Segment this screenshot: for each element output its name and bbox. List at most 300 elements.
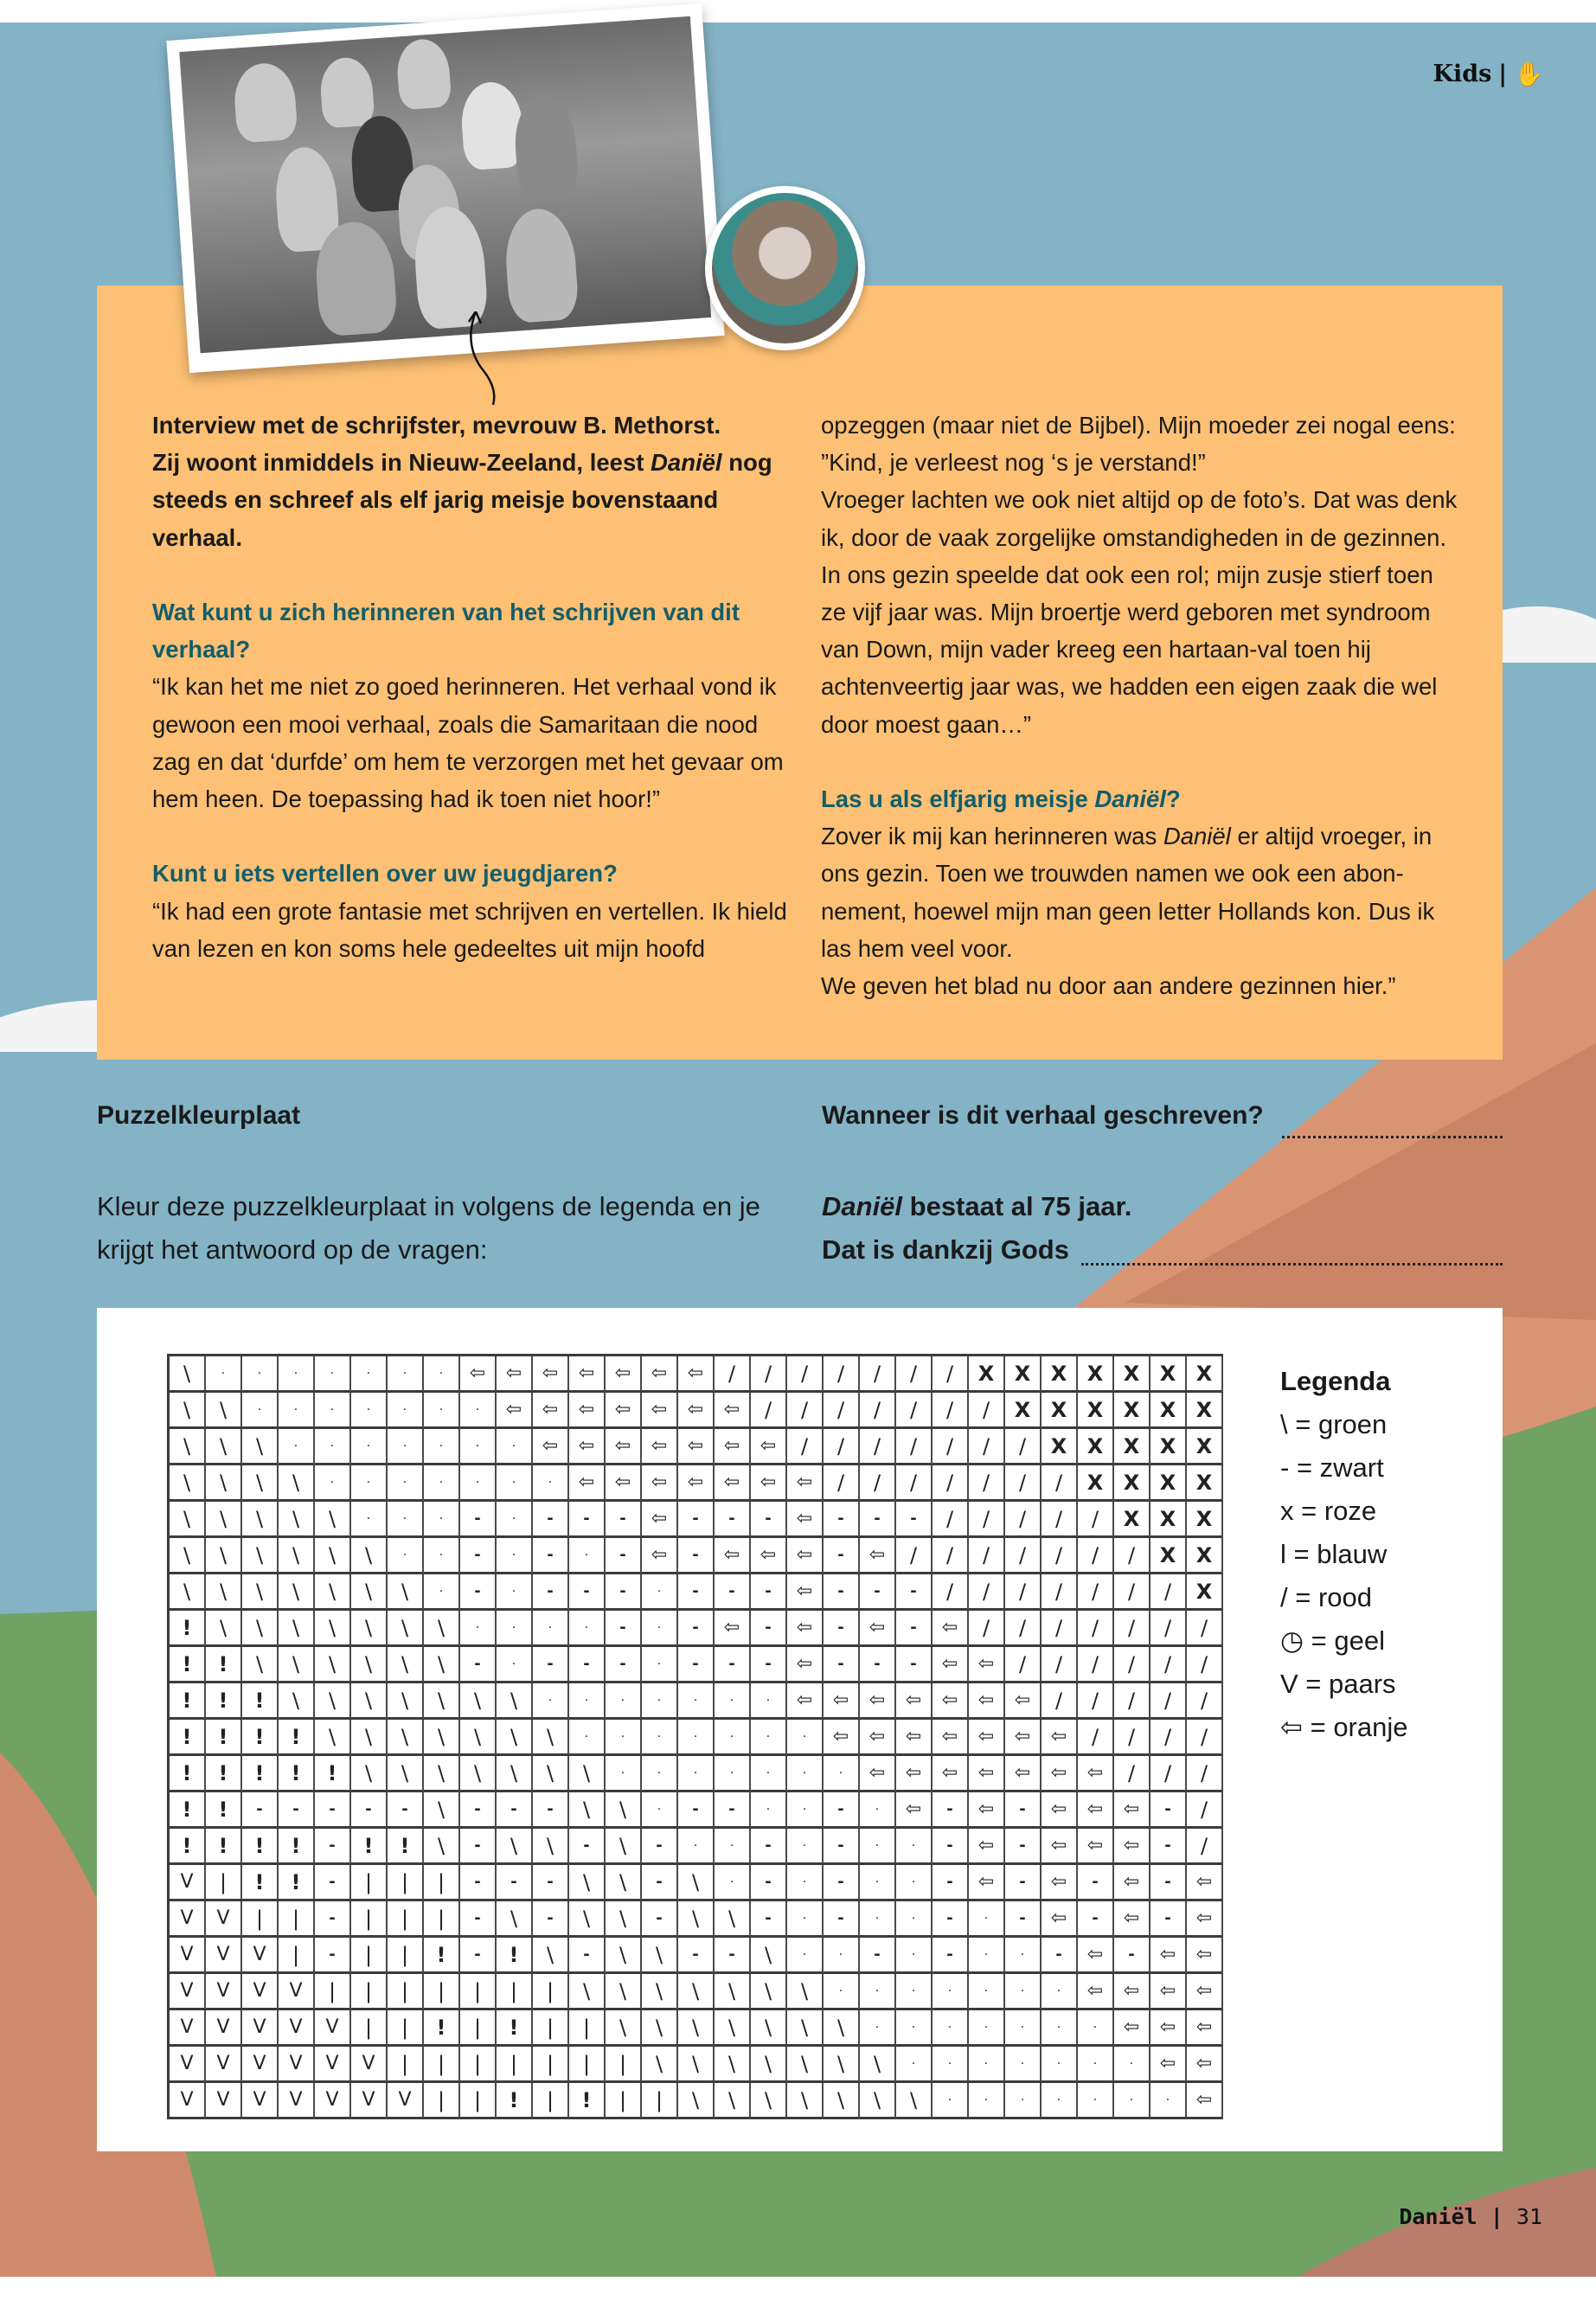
grid-cell-backslash[interactable]: \ bbox=[351, 1720, 388, 1756]
grid-cell-arrow[interactable]: ⇦ bbox=[860, 1720, 896, 1756]
grid-cell-dot[interactable]: · bbox=[896, 1829, 933, 1865]
grid-cell-dash[interactable]: - bbox=[315, 1938, 351, 1974]
grid-cell-slash[interactable]: / bbox=[969, 1502, 1005, 1538]
grid-cell-dot[interactable]: · bbox=[751, 1756, 787, 1792]
grid-cell-clock[interactable]: ! bbox=[242, 1865, 279, 1901]
grid-cell-bar[interactable]: | bbox=[388, 1865, 424, 1901]
grid-cell-slash[interactable]: / bbox=[1114, 1611, 1151, 1647]
grid-cell-v[interactable]: V bbox=[315, 2010, 351, 2047]
grid-cell-dot[interactable]: · bbox=[860, 1901, 896, 1938]
grid-cell-bar[interactable]: | bbox=[569, 2010, 606, 2047]
grid-cell-dot[interactable]: · bbox=[715, 1756, 751, 1792]
grid-cell-arrow[interactable]: ⇦ bbox=[933, 1611, 969, 1647]
grid-cell-slash[interactable]: / bbox=[1042, 1647, 1078, 1683]
grid-cell-x[interactable]: X bbox=[1151, 1465, 1187, 1502]
grid-cell-dash[interactable]: - bbox=[569, 1647, 606, 1683]
grid-cell-clock[interactable]: ! bbox=[279, 1756, 315, 1792]
grid-cell-dash[interactable]: - bbox=[606, 1502, 642, 1538]
grid-cell-clock[interactable]: ! bbox=[206, 1792, 242, 1829]
grid-cell-dot[interactable]: · bbox=[860, 1865, 896, 1901]
grid-cell-backslash[interactable]: \ bbox=[715, 2047, 751, 2083]
grid-cell-dash[interactable]: - bbox=[388, 1792, 424, 1829]
grid-cell-dash[interactable]: - bbox=[824, 1502, 860, 1538]
grid-cell-backslash[interactable]: \ bbox=[678, 1974, 715, 2010]
grid-cell-bar[interactable]: | bbox=[497, 1974, 533, 2010]
grid-cell-dash[interactable]: - bbox=[1042, 1938, 1078, 1974]
grid-cell-dot[interactable]: · bbox=[751, 1683, 787, 1720]
grid-cell-dot[interactable]: · bbox=[678, 1756, 715, 1792]
grid-cell-clock[interactable]: ! bbox=[170, 1792, 206, 1829]
grid-cell-dash[interactable]: - bbox=[896, 1574, 933, 1611]
grid-cell-slash[interactable]: / bbox=[860, 1393, 896, 1429]
grid-cell-slash[interactable]: / bbox=[1151, 1574, 1187, 1611]
grid-cell-backslash[interactable]: \ bbox=[170, 1538, 206, 1574]
grid-cell-dash[interactable]: - bbox=[678, 1792, 715, 1829]
grid-cell-arrow[interactable]: ⇦ bbox=[1187, 2083, 1223, 2119]
grid-cell-dash[interactable]: - bbox=[315, 1792, 351, 1829]
grid-cell-backslash[interactable]: \ bbox=[751, 1938, 787, 1974]
grid-cell-dash[interactable]: - bbox=[1114, 1938, 1151, 1974]
grid-cell-arrow[interactable]: ⇦ bbox=[569, 1393, 606, 1429]
grid-cell-arrow[interactable]: ⇦ bbox=[533, 1356, 569, 1393]
grid-cell-bar[interactable]: | bbox=[533, 2010, 569, 2047]
grid-cell-dot[interactable]: · bbox=[933, 2083, 969, 2119]
grid-cell-clock[interactable]: ! bbox=[206, 1756, 242, 1792]
grid-cell-dash[interactable]: - bbox=[824, 1647, 860, 1683]
grid-cell-clock[interactable]: ! bbox=[424, 2010, 460, 2047]
grid-cell-dash[interactable]: - bbox=[824, 1611, 860, 1647]
grid-cell-arrow[interactable]: ⇦ bbox=[860, 1611, 896, 1647]
grid-cell-backslash[interactable]: \ bbox=[824, 2010, 860, 2047]
grid-cell-dot[interactable]: · bbox=[569, 1611, 606, 1647]
grid-cell-x[interactable]: X bbox=[1114, 1393, 1151, 1429]
grid-cell-clock[interactable]: ! bbox=[279, 1720, 315, 1756]
grid-cell-dot[interactable]: · bbox=[1078, 2083, 1114, 2119]
grid-cell-backslash[interactable]: \ bbox=[424, 1611, 460, 1647]
grid-cell-backslash[interactable]: \ bbox=[351, 1538, 388, 1574]
grid-cell-backslash[interactable]: \ bbox=[206, 1393, 242, 1429]
grid-cell-v[interactable]: V bbox=[279, 2047, 315, 2083]
grid-cell-dash[interactable]: - bbox=[242, 1792, 279, 1829]
grid-cell-clock[interactable]: ! bbox=[242, 1683, 279, 1720]
grid-cell-slash[interactable]: / bbox=[896, 1393, 933, 1429]
grid-cell-dot[interactable]: · bbox=[315, 1429, 351, 1465]
grid-cell-arrow[interactable]: ⇦ bbox=[787, 1683, 824, 1720]
grid-cell-dash[interactable]: - bbox=[351, 1792, 388, 1829]
grid-cell-backslash[interactable]: \ bbox=[606, 1829, 642, 1865]
grid-cell-clock[interactable]: ! bbox=[170, 1611, 206, 1647]
grid-cell-clock[interactable]: ! bbox=[206, 1683, 242, 1720]
grid-cell-dot[interactable]: · bbox=[315, 1356, 351, 1393]
grid-cell-slash[interactable]: / bbox=[1042, 1502, 1078, 1538]
grid-cell-arrow[interactable]: ⇦ bbox=[1042, 1720, 1078, 1756]
grid-cell-arrow[interactable]: ⇦ bbox=[1042, 1901, 1078, 1938]
grid-cell-arrow[interactable]: ⇦ bbox=[1042, 1865, 1078, 1901]
grid-cell-dot[interactable]: · bbox=[351, 1393, 388, 1429]
grid-cell-slash[interactable]: / bbox=[896, 1429, 933, 1465]
grid-cell-bar[interactable]: | bbox=[388, 1901, 424, 1938]
grid-cell-x[interactable]: X bbox=[1042, 1393, 1078, 1429]
grid-cell-arrow[interactable]: ⇦ bbox=[533, 1429, 569, 1465]
grid-cell-clock[interactable]: ! bbox=[170, 1683, 206, 1720]
grid-cell-backslash[interactable]: \ bbox=[533, 1938, 569, 1974]
grid-cell-slash[interactable]: / bbox=[933, 1393, 969, 1429]
grid-cell-arrow[interactable]: ⇦ bbox=[787, 1611, 824, 1647]
grid-cell-slash[interactable]: / bbox=[1042, 1683, 1078, 1720]
grid-cell-x[interactable]: X bbox=[1151, 1502, 1187, 1538]
grid-cell-dot[interactable]: · bbox=[279, 1429, 315, 1465]
grid-cell-backslash[interactable]: \ bbox=[606, 1901, 642, 1938]
grid-cell-dot[interactable]: · bbox=[1114, 2083, 1151, 2119]
grid-cell-dash[interactable]: - bbox=[896, 1647, 933, 1683]
grid-cell-slash[interactable]: / bbox=[1078, 1502, 1114, 1538]
grid-cell-slash[interactable]: / bbox=[1114, 1647, 1151, 1683]
grid-cell-arrow[interactable]: ⇦ bbox=[642, 1429, 678, 1465]
grid-cell-slash[interactable]: / bbox=[1151, 1683, 1187, 1720]
grid-cell-dot[interactable]: · bbox=[642, 1574, 678, 1611]
grid-cell-arrow[interactable]: ⇦ bbox=[1005, 1720, 1042, 1756]
grid-cell-slash[interactable]: / bbox=[1187, 1829, 1223, 1865]
grid-cell-dash[interactable]: - bbox=[1005, 1792, 1042, 1829]
grid-cell-backslash[interactable]: \ bbox=[642, 2047, 678, 2083]
grid-cell-clock[interactable]: ! bbox=[206, 1647, 242, 1683]
grid-cell-dot[interactable]: · bbox=[933, 1974, 969, 2010]
grid-cell-slash[interactable]: / bbox=[824, 1393, 860, 1429]
grid-cell-x[interactable]: X bbox=[1187, 1393, 1223, 1429]
grid-cell-arrow[interactable]: ⇦ bbox=[606, 1429, 642, 1465]
grid-cell-backslash[interactable]: \ bbox=[242, 1611, 279, 1647]
grid-cell-dot[interactable]: · bbox=[424, 1574, 460, 1611]
grid-cell-dash[interactable]: - bbox=[751, 1574, 787, 1611]
grid-cell-backslash[interactable]: \ bbox=[424, 1683, 460, 1720]
grid-cell-dash[interactable]: - bbox=[642, 1865, 678, 1901]
grid-cell-dash[interactable]: - bbox=[860, 1647, 896, 1683]
grid-cell-x[interactable]: X bbox=[1151, 1538, 1187, 1574]
grid-cell-backslash[interactable]: \ bbox=[170, 1356, 206, 1393]
grid-cell-backslash[interactable]: \ bbox=[242, 1429, 279, 1465]
grid-cell-arrow[interactable]: ⇦ bbox=[569, 1465, 606, 1502]
grid-cell-backslash[interactable]: \ bbox=[170, 1465, 206, 1502]
grid-cell-backslash[interactable]: \ bbox=[678, 2047, 715, 2083]
grid-cell-dash[interactable]: - bbox=[315, 1829, 351, 1865]
grid-cell-v[interactable]: V bbox=[206, 2047, 242, 2083]
grid-cell-dot[interactable]: · bbox=[751, 1792, 787, 1829]
grid-cell-clock[interactable]: ! bbox=[497, 2010, 533, 2047]
grid-cell-dash[interactable]: - bbox=[533, 1538, 569, 1574]
grid-cell-dash[interactable]: - bbox=[933, 1865, 969, 1901]
grid-cell-bar[interactable]: | bbox=[388, 1938, 424, 1974]
grid-cell-slash[interactable]: / bbox=[969, 1465, 1005, 1502]
grid-cell-clock[interactable]: ! bbox=[242, 1720, 279, 1756]
grid-cell-backslash[interactable]: \ bbox=[460, 1756, 497, 1792]
grid-cell-backslash[interactable]: \ bbox=[170, 1393, 206, 1429]
grid-cell-dash[interactable]: - bbox=[533, 1792, 569, 1829]
grid-cell-arrow[interactable]: ⇦ bbox=[787, 1465, 824, 1502]
grid-cell-backslash[interactable]: \ bbox=[751, 1974, 787, 2010]
grid-cell-bar[interactable]: | bbox=[424, 1974, 460, 2010]
grid-cell-bar[interactable]: | bbox=[315, 1974, 351, 2010]
grid-cell-dash[interactable]: - bbox=[1151, 1901, 1187, 1938]
grid-cell-v[interactable]: V bbox=[242, 1974, 279, 2010]
grid-cell-clock[interactable]: ! bbox=[388, 1829, 424, 1865]
grid-cell-dash[interactable]: - bbox=[751, 1611, 787, 1647]
grid-cell-dot[interactable]: · bbox=[860, 2010, 896, 2047]
grid-cell-backslash[interactable]: \ bbox=[715, 1901, 751, 1938]
grid-cell-dash[interactable]: - bbox=[824, 1792, 860, 1829]
grid-cell-backslash[interactable]: \ bbox=[606, 2010, 642, 2047]
grid-cell-dash[interactable]: - bbox=[1151, 1792, 1187, 1829]
grid-cell-slash[interactable]: / bbox=[824, 1465, 860, 1502]
grid-cell-x[interactable]: X bbox=[1187, 1465, 1223, 1502]
grid-cell-arrow[interactable]: ⇦ bbox=[824, 1683, 860, 1720]
grid-cell-dash[interactable]: - bbox=[1005, 1865, 1042, 1901]
grid-cell-dot[interactable]: · bbox=[751, 1720, 787, 1756]
grid-cell-slash[interactable]: / bbox=[969, 1611, 1005, 1647]
grid-cell-clock[interactable]: ! bbox=[497, 1938, 533, 1974]
grid-cell-dot[interactable]: · bbox=[642, 1720, 678, 1756]
grid-cell-backslash[interactable]: \ bbox=[242, 1465, 279, 1502]
grid-cell-arrow[interactable]: ⇦ bbox=[715, 1611, 751, 1647]
grid-cell-dot[interactable]: · bbox=[824, 1974, 860, 2010]
grid-cell-dot[interactable]: · bbox=[969, 1901, 1005, 1938]
grid-cell-dash[interactable]: - bbox=[860, 1574, 896, 1611]
grid-cell-slash[interactable]: / bbox=[787, 1429, 824, 1465]
grid-cell-slash[interactable]: / bbox=[933, 1465, 969, 1502]
grid-cell-slash[interactable]: / bbox=[969, 1429, 1005, 1465]
grid-cell-backslash[interactable]: \ bbox=[606, 1974, 642, 2010]
grid-cell-arrow[interactable]: ⇦ bbox=[751, 1465, 787, 1502]
grid-cell-dash[interactable]: - bbox=[860, 1502, 896, 1538]
grid-cell-x[interactable]: X bbox=[1042, 1429, 1078, 1465]
grid-cell-v[interactable]: V bbox=[279, 2083, 315, 2119]
grid-cell-backslash[interactable]: \ bbox=[497, 1720, 533, 1756]
grid-cell-dot[interactable]: · bbox=[569, 1720, 606, 1756]
grid-cell-bar[interactable]: | bbox=[533, 1974, 569, 2010]
grid-cell-bar[interactable]: | bbox=[424, 1901, 460, 1938]
grid-cell-clock[interactable]: ! bbox=[170, 1756, 206, 1792]
grid-cell-bar[interactable]: | bbox=[606, 2083, 642, 2119]
grid-cell-slash[interactable]: / bbox=[1042, 1465, 1078, 1502]
grid-cell-dash[interactable]: - bbox=[751, 1829, 787, 1865]
grid-cell-slash[interactable]: / bbox=[1151, 1720, 1187, 1756]
grid-cell-backslash[interactable]: \ bbox=[860, 2083, 896, 2119]
grid-cell-dash[interactable]: - bbox=[533, 1865, 569, 1901]
grid-cell-backslash[interactable]: \ bbox=[569, 1792, 606, 1829]
grid-cell-slash[interactable]: / bbox=[787, 1356, 824, 1393]
grid-cell-bar[interactable]: | bbox=[569, 2047, 606, 2083]
grid-cell-slash[interactable]: / bbox=[1114, 1756, 1151, 1792]
grid-cell-backslash[interactable]: \ bbox=[715, 2083, 751, 2119]
grid-cell-dash[interactable]: - bbox=[569, 1938, 606, 1974]
grid-cell-slash[interactable]: / bbox=[1151, 1756, 1187, 1792]
grid-cell-v[interactable]: V bbox=[242, 1938, 279, 1974]
grid-cell-backslash[interactable]: \ bbox=[279, 1683, 315, 1720]
grid-cell-dot[interactable]: · bbox=[1005, 2083, 1042, 2119]
grid-cell-dot[interactable]: · bbox=[279, 1393, 315, 1429]
grid-cell-dot[interactable]: · bbox=[1005, 2010, 1042, 2047]
grid-cell-slash[interactable]: / bbox=[1187, 1611, 1223, 1647]
grid-cell-backslash[interactable]: \ bbox=[787, 2010, 824, 2047]
grid-cell-dot[interactable]: · bbox=[424, 1356, 460, 1393]
grid-cell-backslash[interactable]: \ bbox=[497, 1829, 533, 1865]
grid-cell-clock[interactable]: ! bbox=[497, 2083, 533, 2119]
grid-cell-dot[interactable]: · bbox=[896, 1865, 933, 1901]
grid-cell-arrow[interactable]: ⇦ bbox=[715, 1393, 751, 1429]
grid-cell-arrow[interactable]: ⇦ bbox=[642, 1502, 678, 1538]
grid-cell-dash[interactable]: - bbox=[824, 1538, 860, 1574]
grid-cell-bar[interactable]: | bbox=[606, 2047, 642, 2083]
grid-cell-slash[interactable]: / bbox=[1005, 1465, 1042, 1502]
grid-cell-bar[interactable]: | bbox=[424, 1865, 460, 1901]
grid-cell-slash[interactable]: / bbox=[1042, 1538, 1078, 1574]
grid-cell-backslash[interactable]: \ bbox=[206, 1502, 242, 1538]
grid-cell-dash[interactable]: - bbox=[460, 1792, 497, 1829]
grid-cell-dot[interactable]: · bbox=[388, 1538, 424, 1574]
grid-cell-v[interactable]: V bbox=[315, 2047, 351, 2083]
grid-cell-backslash[interactable]: \ bbox=[533, 1720, 569, 1756]
grid-cell-dot[interactable]: · bbox=[460, 1429, 497, 1465]
grid-cell-arrow[interactable]: ⇦ bbox=[751, 1429, 787, 1465]
grid-cell-x[interactable]: X bbox=[1151, 1393, 1187, 1429]
grid-cell-dash[interactable]: - bbox=[606, 1574, 642, 1611]
grid-cell-dot[interactable]: · bbox=[969, 1938, 1005, 1974]
grid-cell-x[interactable]: X bbox=[1151, 1429, 1187, 1465]
grid-cell-x[interactable]: X bbox=[1078, 1465, 1114, 1502]
grid-cell-dot[interactable]: · bbox=[787, 1829, 824, 1865]
grid-cell-backslash[interactable]: \ bbox=[242, 1502, 279, 1538]
grid-cell-dot[interactable]: · bbox=[860, 1974, 896, 2010]
grid-cell-dash[interactable]: - bbox=[533, 1647, 569, 1683]
grid-cell-dot[interactable]: · bbox=[497, 1647, 533, 1683]
grid-cell-arrow[interactable]: ⇦ bbox=[642, 1538, 678, 1574]
grid-cell-x[interactable]: X bbox=[1078, 1356, 1114, 1393]
grid-cell-dot[interactable]: · bbox=[1151, 2083, 1187, 2119]
grid-cell-dash[interactable]: - bbox=[824, 1865, 860, 1901]
grid-cell-dot[interactable]: · bbox=[497, 1429, 533, 1465]
grid-cell-v[interactable]: V bbox=[170, 2047, 206, 2083]
grid-cell-backslash[interactable]: \ bbox=[569, 1974, 606, 2010]
grid-cell-arrow[interactable]: ⇦ bbox=[1151, 2047, 1187, 2083]
grid-cell-backslash[interactable]: \ bbox=[242, 1538, 279, 1574]
grid-cell-dot[interactable]: · bbox=[715, 1683, 751, 1720]
grid-cell-backslash[interactable]: \ bbox=[315, 1683, 351, 1720]
grid-cell-slash[interactable]: / bbox=[969, 1393, 1005, 1429]
grid-cell-dot[interactable]: · bbox=[824, 1756, 860, 1792]
grid-cell-x[interactable]: X bbox=[1114, 1356, 1151, 1393]
grid-cell-backslash[interactable]: \ bbox=[569, 1865, 606, 1901]
grid-cell-dash[interactable]: - bbox=[896, 1611, 933, 1647]
grid-cell-v[interactable]: V bbox=[206, 1901, 242, 1938]
grid-cell-arrow[interactable]: ⇦ bbox=[933, 1720, 969, 1756]
grid-cell-arrow[interactable]: ⇦ bbox=[1042, 1792, 1078, 1829]
grid-cell-backslash[interactable]: \ bbox=[751, 2083, 787, 2119]
grid-cell-backslash[interactable]: \ bbox=[715, 1974, 751, 2010]
grid-cell-dot[interactable]: · bbox=[896, 1901, 933, 1938]
grid-cell-dot[interactable]: · bbox=[424, 1538, 460, 1574]
grid-cell-backslash[interactable]: \ bbox=[460, 1720, 497, 1756]
grid-cell-slash[interactable]: / bbox=[860, 1356, 896, 1393]
grid-cell-v[interactable]: V bbox=[170, 1865, 206, 1901]
grid-cell-backslash[interactable]: \ bbox=[351, 1611, 388, 1647]
grid-cell-slash[interactable]: / bbox=[824, 1429, 860, 1465]
grid-cell-slash[interactable]: / bbox=[1151, 1611, 1187, 1647]
grid-cell-clock[interactable]: ! bbox=[279, 1865, 315, 1901]
grid-cell-slash[interactable]: / bbox=[1078, 1720, 1114, 1756]
grid-cell-slash[interactable]: / bbox=[1005, 1611, 1042, 1647]
grid-cell-backslash[interactable]: \ bbox=[279, 1647, 315, 1683]
grid-cell-backslash[interactable]: \ bbox=[424, 1720, 460, 1756]
grid-cell-dash[interactable]: - bbox=[533, 1574, 569, 1611]
grid-cell-dash[interactable]: - bbox=[642, 1901, 678, 1938]
grid-cell-v[interactable]: V bbox=[170, 1938, 206, 1974]
grid-cell-arrow[interactable]: ⇦ bbox=[1078, 1829, 1114, 1865]
grid-cell-dot[interactable]: · bbox=[606, 1720, 642, 1756]
grid-cell-backslash[interactable]: \ bbox=[424, 1647, 460, 1683]
grid-cell-arrow[interactable]: ⇦ bbox=[1114, 2010, 1151, 2047]
grid-cell-dot[interactable]: · bbox=[896, 2010, 933, 2047]
grid-cell-clock[interactable]: ! bbox=[279, 1829, 315, 1865]
grid-cell-backslash[interactable]: \ bbox=[606, 1792, 642, 1829]
grid-cell-dot[interactable]: · bbox=[642, 1647, 678, 1683]
grid-cell-dash[interactable]: - bbox=[751, 1901, 787, 1938]
grid-cell-dot[interactable]: · bbox=[1042, 2083, 1078, 2119]
grid-cell-arrow[interactable]: ⇦ bbox=[533, 1393, 569, 1429]
grid-cell-arrow[interactable]: ⇦ bbox=[969, 1756, 1005, 1792]
grid-cell-backslash[interactable]: \ bbox=[642, 1974, 678, 2010]
grid-cell-arrow[interactable]: ⇦ bbox=[896, 1792, 933, 1829]
grid-cell-x[interactable]: X bbox=[1187, 1574, 1223, 1611]
grid-cell-dash[interactable]: - bbox=[1151, 1829, 1187, 1865]
grid-cell-dot[interactable]: · bbox=[678, 1720, 715, 1756]
grid-cell-dash[interactable]: - bbox=[569, 1574, 606, 1611]
grid-cell-slash[interactable]: / bbox=[787, 1393, 824, 1429]
grid-cell-arrow[interactable]: ⇦ bbox=[1078, 1792, 1114, 1829]
grid-cell-bar[interactable]: | bbox=[497, 2047, 533, 2083]
grid-cell-dash[interactable]: - bbox=[533, 1502, 569, 1538]
grid-cell-bar[interactable]: | bbox=[242, 1901, 279, 1938]
grid-cell-v[interactable]: V bbox=[206, 1938, 242, 1974]
grid-cell-arrow[interactable]: ⇦ bbox=[1078, 1756, 1114, 1792]
grid-cell-bar[interactable]: | bbox=[460, 2047, 497, 2083]
grid-cell-slash[interactable]: / bbox=[1114, 1574, 1151, 1611]
grid-cell-dash[interactable]: - bbox=[460, 1538, 497, 1574]
grid-cell-dot[interactable]: · bbox=[1114, 2047, 1151, 2083]
grid-cell-dot[interactable]: · bbox=[424, 1465, 460, 1502]
grid-cell-dash[interactable]: - bbox=[606, 1647, 642, 1683]
grid-cell-arrow[interactable]: ⇦ bbox=[642, 1393, 678, 1429]
grid-cell-backslash[interactable]: \ bbox=[642, 1938, 678, 1974]
grid-cell-slash[interactable]: / bbox=[1005, 1647, 1042, 1683]
grid-cell-dash[interactable]: - bbox=[933, 1938, 969, 1974]
grid-cell-slash[interactable]: / bbox=[1114, 1538, 1151, 1574]
grid-cell-dot[interactable]: · bbox=[787, 1901, 824, 1938]
grid-cell-backslash[interactable]: \ bbox=[824, 2083, 860, 2119]
grid-cell-backslash[interactable]: \ bbox=[351, 1683, 388, 1720]
grid-cell-arrow[interactable]: ⇦ bbox=[787, 1647, 824, 1683]
grid-cell-dot[interactable]: · bbox=[460, 1465, 497, 1502]
grid-cell-backslash[interactable]: \ bbox=[642, 2010, 678, 2047]
grid-cell-arrow[interactable]: ⇦ bbox=[933, 1683, 969, 1720]
grid-cell-dot[interactable]: · bbox=[388, 1465, 424, 1502]
grid-cell-dot[interactable]: · bbox=[896, 1974, 933, 2010]
grid-cell-backslash[interactable]: \ bbox=[279, 1465, 315, 1502]
grid-cell-dash[interactable]: - bbox=[678, 1574, 715, 1611]
grid-cell-dash[interactable]: - bbox=[678, 1538, 715, 1574]
grid-cell-dash[interactable]: - bbox=[460, 1502, 497, 1538]
grid-cell-arrow[interactable]: ⇦ bbox=[678, 1356, 715, 1393]
grid-cell-dash[interactable]: - bbox=[715, 1938, 751, 1974]
grid-cell-backslash[interactable]: \ bbox=[424, 1756, 460, 1792]
